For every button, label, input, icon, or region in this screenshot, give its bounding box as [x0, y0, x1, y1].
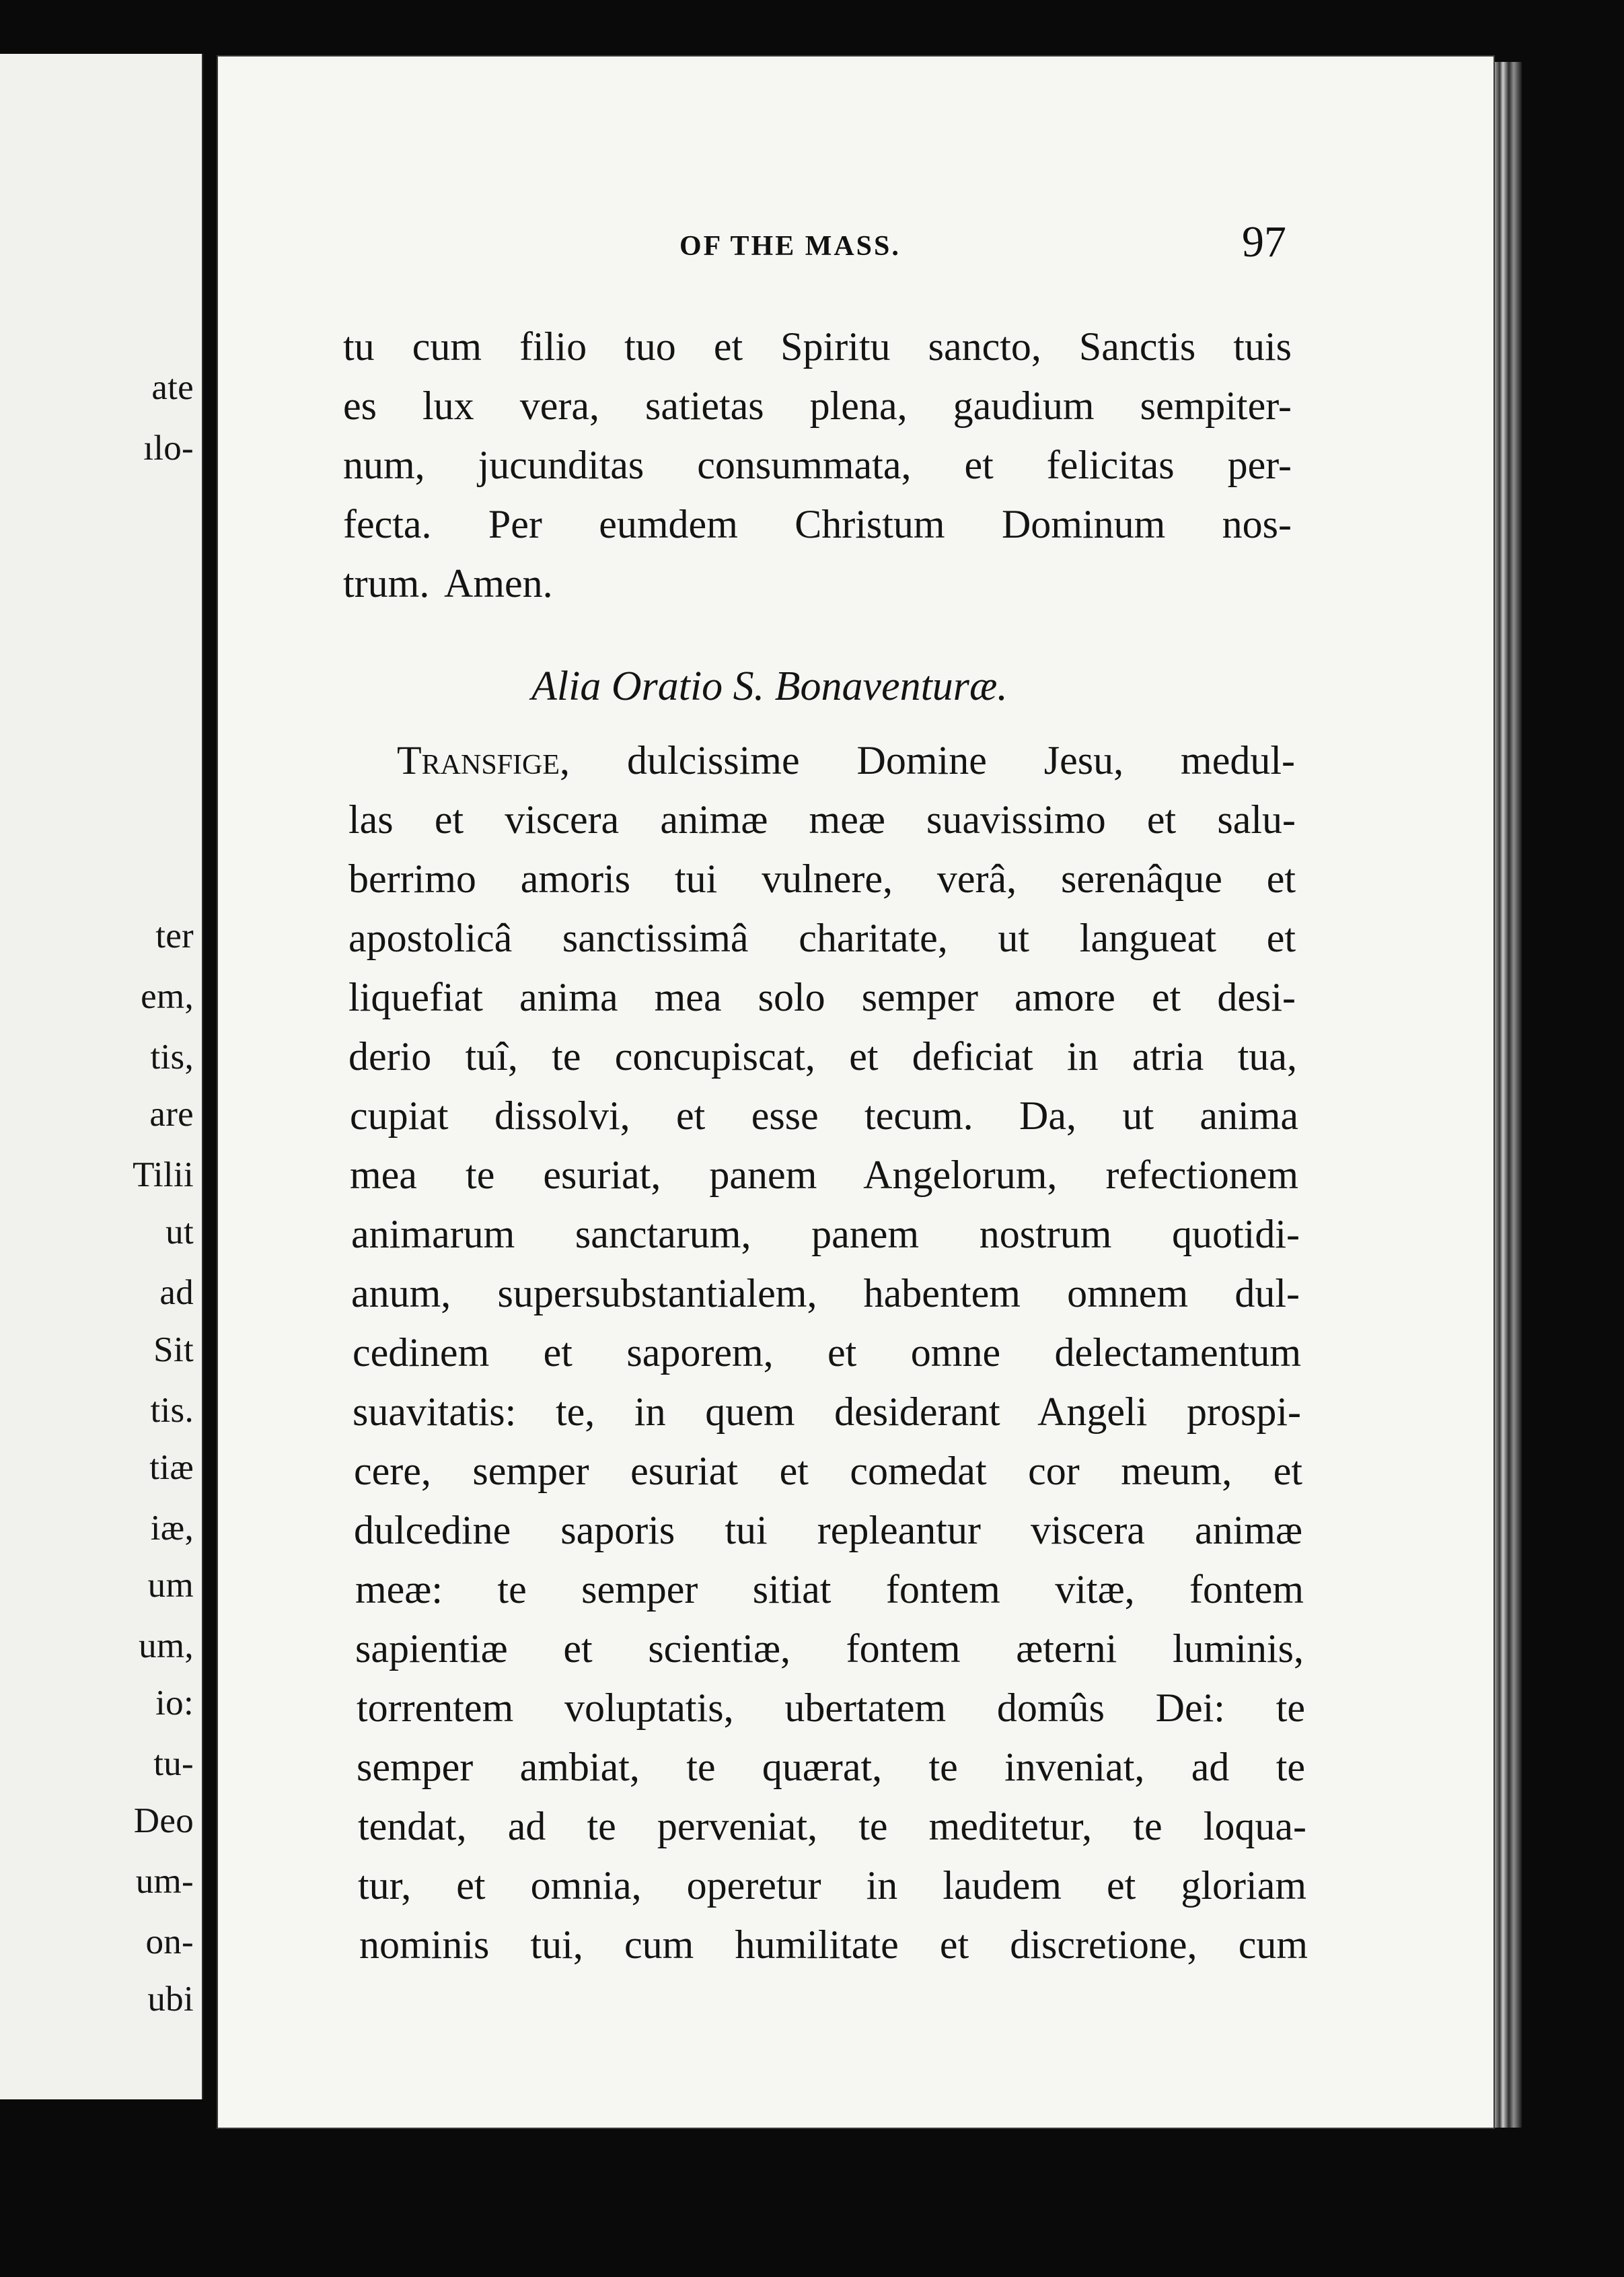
text-line: trum. Amen. [343, 561, 553, 606]
facing-line: tis, [150, 1038, 194, 1077]
text-line: num, jucunditas consummata, et felicitas per- [343, 443, 1292, 487]
facing-line: ter [155, 916, 194, 955]
text-line: derio tuî, te concupiscat, et deficiat in atria tua, [348, 1034, 1297, 1079]
text-line: anum, supersubstantialem, habentem omnem dul- [351, 1271, 1300, 1315]
text-line: semper ambiat, te quærat, te inveniat, ad te [357, 1745, 1305, 1789]
running-header: OF THE MASS. [679, 231, 901, 262]
facing-line: em, [141, 977, 194, 1016]
page-edge [1495, 62, 1522, 2128]
facing-line: tu- [153, 1744, 194, 1783]
facing-page-fragment [0, 54, 203, 2099]
facing-line: Sit [153, 1330, 194, 1369]
text-line: dulcedine saporis tui repleantur viscera animæ [354, 1508, 1302, 1552]
text-line: tu cum filio tuo et Spiritu sancto, Sanctis tuis [343, 324, 1292, 369]
text-line: sapientiæ et scientiæ, fontem æterni luminis, [355, 1626, 1304, 1671]
page-number: 97 [1242, 217, 1286, 266]
text-line-first: Transfige, dulcissime Domine Jesu, medul- [397, 738, 1295, 783]
facing-line: ad [159, 1273, 194, 1312]
text-line: tendat, ad te perveniat, te meditetur, te loqua- [358, 1804, 1306, 1848]
facing-line: tiæ [149, 1448, 194, 1487]
text-line: es lux vera, satietas plena, gaudium sempiter- [343, 384, 1292, 428]
prayer-heading: Alia Oratio S. Bonaventuræ. [531, 663, 1008, 709]
facing-line: ate [151, 368, 194, 407]
text-line: meæ: te semper sitiat fontem vitæ, fontem [355, 1567, 1304, 1612]
text-line: las et viscera animæ meæ suavissimo et salu- [348, 797, 1296, 842]
text-line: animarum sanctarum, panem nostrum quotidi- [351, 1212, 1300, 1256]
text-line: tur, et omnia, operetur in laudem et gloriam [358, 1863, 1306, 1908]
text-line: cere, semper esuriat et comedat cor meum, et [354, 1449, 1302, 1493]
facing-line: tis. [150, 1391, 194, 1430]
text-line: torrentem voluptatis, ubertatem domûs Dei: te [357, 1686, 1305, 1730]
text-line: nominis tui, cum humilitate et discretione, cum [359, 1922, 1308, 1967]
facing-line: Tilii [133, 1155, 194, 1194]
text-line: suavitatis: te, in quem desiderant Angeli prospi- [353, 1389, 1301, 1434]
text-line: liquefiat anima mea solo semper amore et desi- [348, 975, 1296, 1019]
facing-line: um [147, 1566, 194, 1605]
text-line: cedinem et saporem, et omne delectamentum [353, 1330, 1301, 1375]
facing-line: ubi [147, 1980, 194, 2019]
text-line: berrimo amoris tui vulnere, verâ, serenâque et [348, 857, 1296, 901]
facing-line: um, [139, 1626, 194, 1665]
text-line: apostolicâ sanctissimâ charitate, ut langueat et [348, 916, 1296, 960]
facing-line: iæ, [150, 1509, 194, 1548]
facing-line: ut [165, 1213, 194, 1252]
text-line: mea te esuriat, panem Angelorum, refectionem [350, 1153, 1298, 1197]
facing-line: Deo [133, 1801, 194, 1840]
text-line: fecta. Per eumdem Christum Dominum nos- [343, 502, 1292, 546]
facing-line: are [149, 1095, 194, 1134]
facing-line: on- [145, 1922, 194, 1961]
text-line: cupiat dissolvi, et esse tecum. Da, ut anima [350, 1093, 1298, 1138]
facing-line: um- [135, 1862, 194, 1901]
facing-line: io: [155, 1684, 194, 1723]
facing-line: ılo- [143, 429, 194, 468]
